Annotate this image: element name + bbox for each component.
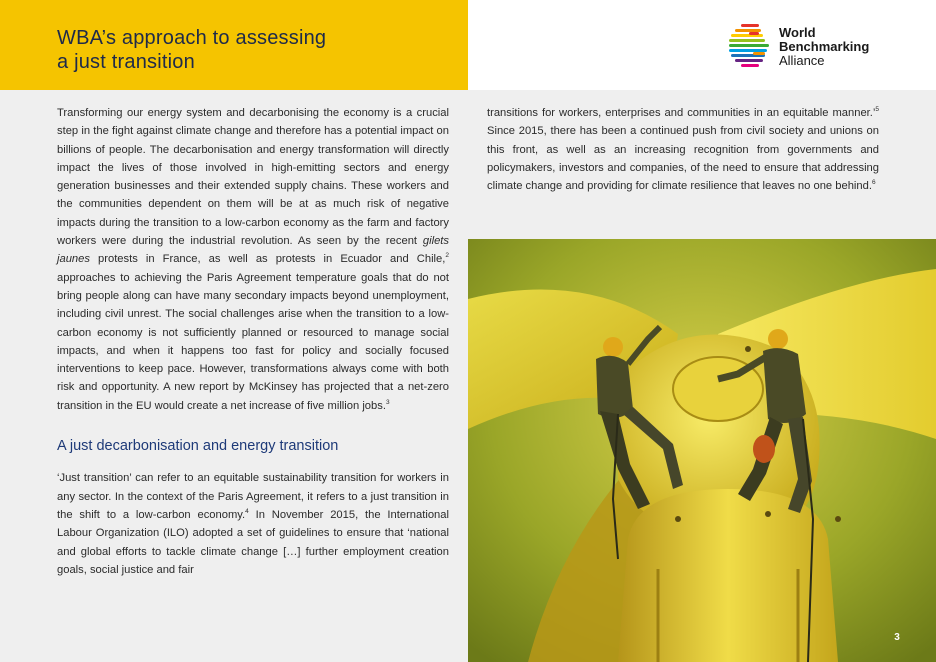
page-number: 3 [894, 632, 900, 643]
logo-word-benchmarking: Benchmarking [779, 39, 870, 54]
intro-paragraph [57, 104, 449, 415]
just-transition-paragraph [57, 469, 449, 579]
footnote-ref-4: 4 [245, 507, 249, 515]
page-title-line-2: a just transition [57, 51, 195, 73]
wba-logo-text [779, 26, 869, 68]
page-title-line-1: WBA’s approach to assessing [57, 27, 327, 49]
just-transition-text-2: In November 2015, the International Labour Organization (ILO) adopted a set of guidelines to ensure that ‘national and global efforts to tackle climate change […] further employment creation goals, social justice and fair [57, 508, 449, 576]
page-title [57, 26, 457, 74]
intro-text-1: Transforming our energy system and decarbonising the economy is a crucial step in the fight against climate change and therefore has a potential impact on billions of people. The decarbonisation and energy transformation will directly impact the lives of those involved in high-emitting sectors and energy generation businesses and their extended supply chains. These workers and the communities dependent on them will be at as much risk of negative impacts during the transition to a low-carbon economy as the farm and factory workers were during the industrial revolution. As seen by the recent [57, 107, 449, 248]
header-band [0, 0, 468, 90]
footnote-ref-6: 6 [871, 179, 876, 187]
wba-logo [729, 22, 899, 72]
right-column [487, 104, 879, 195]
section-subheading: A just decarbonisation and energy transition [57, 438, 339, 455]
footnote-ref-3: 3 [385, 398, 390, 406]
intro-text-2: protests in France, as well as protests in Ecuador and Chile, [89, 253, 446, 266]
logo-word-world: World [779, 25, 816, 40]
intro-italic-term: gilets jaunes [57, 235, 449, 266]
intro-text-3: approaches to achieving the Paris Agreement temperature goals that do not bring people along can have many secondary impacts beyond unemployment, including civil unrest. The social challenges arise when the transition to a low-carbon economy is not sufficiently planned or resourced to manage social impacts, and when it happens too fast for policy and socially focused interventions to keep pace. However, transformations always come with both risk and opportunity. A new report by McKinsey has projected that a net-zero transition in the EU would create a net increase of five million jobs. [57, 271, 449, 412]
wind-turbine-workers-illustration [468, 239, 936, 662]
wind-turbine-photo [468, 239, 936, 662]
just-transition-text-1: ‘Just transition’ can refer to an equitable sustainability transition for workers in any sector. In the context of the Paris Agreement, it refers to a just transition in the shift to a low-carbon economy. [57, 472, 449, 521]
footnote-ref-5: 5 [875, 106, 879, 113]
continuation-text-2: Since 2015, there has been a continued push from civil society and unions on this front, as well as an increasing recognition from governments and policymakers, investors and companies, of the need to ensure that addressing climate change and providing for climate resilience that leaves no one behind. [487, 125, 879, 193]
left-column [57, 104, 449, 579]
continuation-text-1: transitions for workers, enterprises and communities in an equitable manner.’ [487, 107, 876, 119]
continuation-paragraph [487, 104, 879, 195]
logo-word-alliance: Alliance [779, 53, 825, 68]
footnote-ref-2: 2 [445, 252, 449, 260]
wba-logo-icon [729, 22, 775, 70]
